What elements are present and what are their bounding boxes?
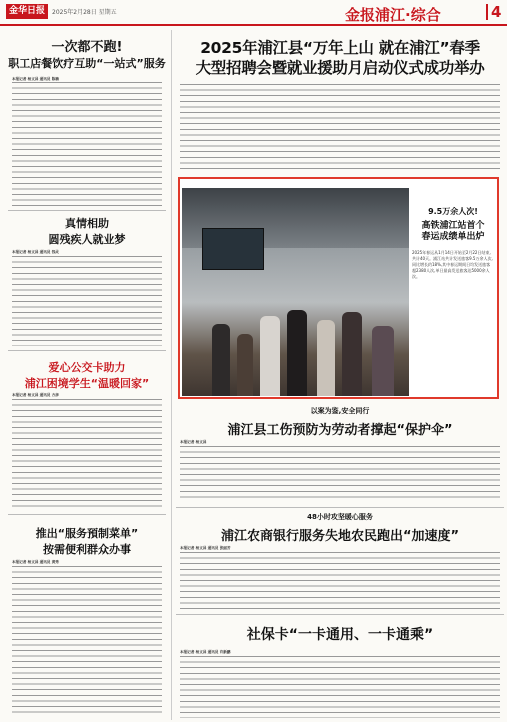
issue-date: 2025年2月28日 星期五 [52,9,117,16]
main-headline: 2025年浦江县“万年上山 就在浦江”春季 大型招聘会暨就业援助月启动仪式成功举办 [195,39,485,77]
column-divider [171,30,172,720]
article-body-4 [12,566,162,716]
article-title-4: 推出“服务預制菜单” 按需便利群众办事 [35,527,139,556]
bottom-article-body [180,656,500,718]
lower-article-title: 浦江农商银行服务失地农民跑出“加速度” [220,529,460,544]
mid-article-title: 浦江县工伤预防为劳动者撑起“保护伞” [227,423,453,438]
photo-title: 高铁浦江站首个 春运成绩单出炉 [421,221,485,242]
article-body-3 [12,399,162,509]
mid-article-body [180,446,500,502]
photo-kicker: 9.5万余人次! [428,207,478,216]
station-photo [182,188,409,396]
divider [8,514,166,515]
lower-article-kicker: 48小时攻坚暖心服务 [307,513,373,521]
lower-article-byline: 本报记者 杨文昌 通讯员 张丽芳 [180,546,231,550]
mid-article-kicker: 以案为鉴,安全同行 [310,407,370,415]
divider [8,350,166,351]
newspaper-logo: 金华日报 [6,4,48,19]
divider [8,210,166,211]
bottom-article-title: 社保卡“一卡通用、一卡通乘” [246,627,434,643]
divider [176,507,504,508]
masthead [0,0,507,24]
mid-article-byline: 本报记者 杨文昌 [180,440,207,444]
article-title-2: 真情相助 圆残疾人就业梦 [48,217,126,246]
top-rule [0,24,507,26]
article-body-2 [12,256,162,346]
photo-caption: 2025年春运从1月14日开始至2月22日结束,共计40天。浦江站共计发送旅客9.5万余人次,同比增长约18%,其中春运期间日均发送旅客超2380人次,单日最高发送旅客达5000余人次。 [412,250,493,279]
section-title: 金报浦江·综合 [345,6,441,24]
main-article-body [180,84,500,170]
page-number: 4 [491,3,502,21]
article-byline-2: 本报记者 杨文昌 通讯员 钱灵 [12,250,59,254]
bottom-article-byline: 本报记者 杨文昌 通讯员 许新鹏 [180,650,231,654]
departure-board [202,228,264,270]
article-byline-4: 本报记者 杨文昌 通讯员 黄秀 [12,560,59,564]
article-body-1 [12,82,162,207]
lower-article-body [180,552,500,610]
lower-article-header [178,512,502,544]
article-byline-3: 本报记者 杨文昌 通讯员 方彦 [12,393,59,397]
article-title-3: 爱心公交卡助力 浦江困境学生“温暖回家” [24,361,150,390]
article-title-1: 一次都不跑! 职工店餐饮疗互助“一站式”服务 [8,40,166,70]
divider [176,614,504,615]
mid-article-header [178,406,502,438]
photo-caption-box [412,206,494,279]
article-byline-1: 本报记者 杨文昌 通讯员 陈楠 [12,77,59,81]
page-number-bar [486,4,488,20]
